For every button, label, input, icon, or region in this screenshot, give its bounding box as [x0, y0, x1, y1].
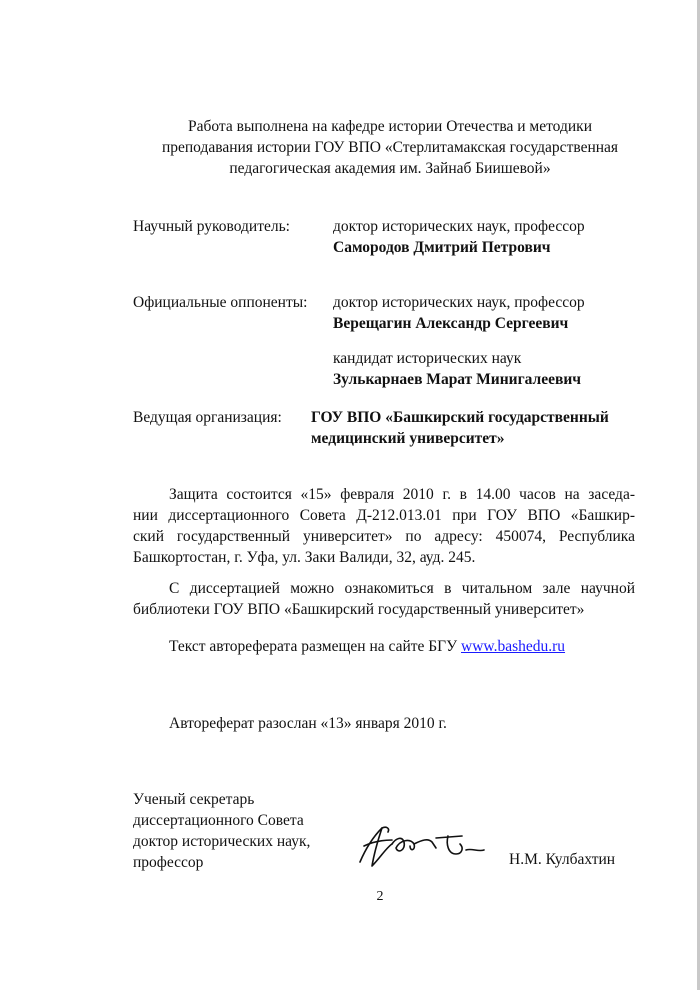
secretary-block [133, 790, 310, 874]
website-link[interactable]: www.bashedu.ru [461, 638, 566, 655]
opponent-1-name: Верещагин Александр Сергеевич [333, 315, 569, 332]
lead-org-line-2: медицинский университет» [311, 430, 505, 447]
secretary-line: Ученый секретарь [133, 791, 255, 808]
sent-date: Автореферат разослан «13» января 2010 г. [169, 715, 447, 732]
signer-name: Н.М. Кулбахтин [509, 851, 616, 868]
intro-block [120, 117, 660, 180]
intro-line: педагогическая академия им. Зайнаб Биишевой» [229, 160, 551, 177]
supervisor-title: доктор исторических наук, профессор [333, 218, 585, 235]
lead-org-line-1: ГОУ ВПО «Башкирский государственный [311, 409, 609, 426]
website-text: Текст автореферата размещен на сайте БГУ [169, 638, 458, 655]
intro-line: Работа выполнена на кафедре истории Отечества и методики [187, 118, 592, 135]
opponent-2-title: кандидат исторических наук [333, 350, 522, 367]
defense-line: нии диссертационного Совета Д-212.013.01 при ГОУ ВПО «Башкир- [133, 507, 635, 524]
opponents-label: Официальные оппоненты: [133, 294, 308, 311]
secretary-line: диссертационного Совета [133, 812, 304, 829]
intro-line: преподавания истории ГОУ ВПО «Стерлитамакская государственная [161, 139, 619, 156]
secretary-line: доктор исторических наук, [133, 833, 311, 850]
lead-org-label: Ведущая организация: [133, 409, 282, 426]
supervisor-name: Самородов Дмитрий Петрович [333, 239, 551, 256]
library-line: С диссертацией можно ознакомиться в читальном зале научной [169, 580, 635, 597]
supervisor-label: Научный руководитель: [133, 218, 290, 235]
website-line [169, 637, 565, 657]
defense-line: ский государственный университет» по адресу: 450074, Республика [133, 528, 635, 545]
handwritten-signature [352, 818, 492, 874]
opponent-2-name: Зулькарнаев Марат Минигалеевич [333, 371, 581, 388]
library-line: библиотеки ГОУ ВПО «Башкирский государственный университет» [133, 601, 585, 618]
page-number: 2 [376, 889, 384, 904]
library-paragraph [133, 579, 635, 621]
secretary-line: профессор [133, 854, 204, 871]
defense-line: Защита состоится «15» февраля 2010 г. в 14.00 часов на заседа- [169, 486, 635, 503]
defense-line: Башкортостан, г. Уфа, ул. Заки Валиди, 32, ауд. 245. [133, 549, 476, 566]
opponent-1-title: доктор исторических наук, профессор [333, 294, 585, 311]
defense-paragraph [133, 485, 635, 569]
